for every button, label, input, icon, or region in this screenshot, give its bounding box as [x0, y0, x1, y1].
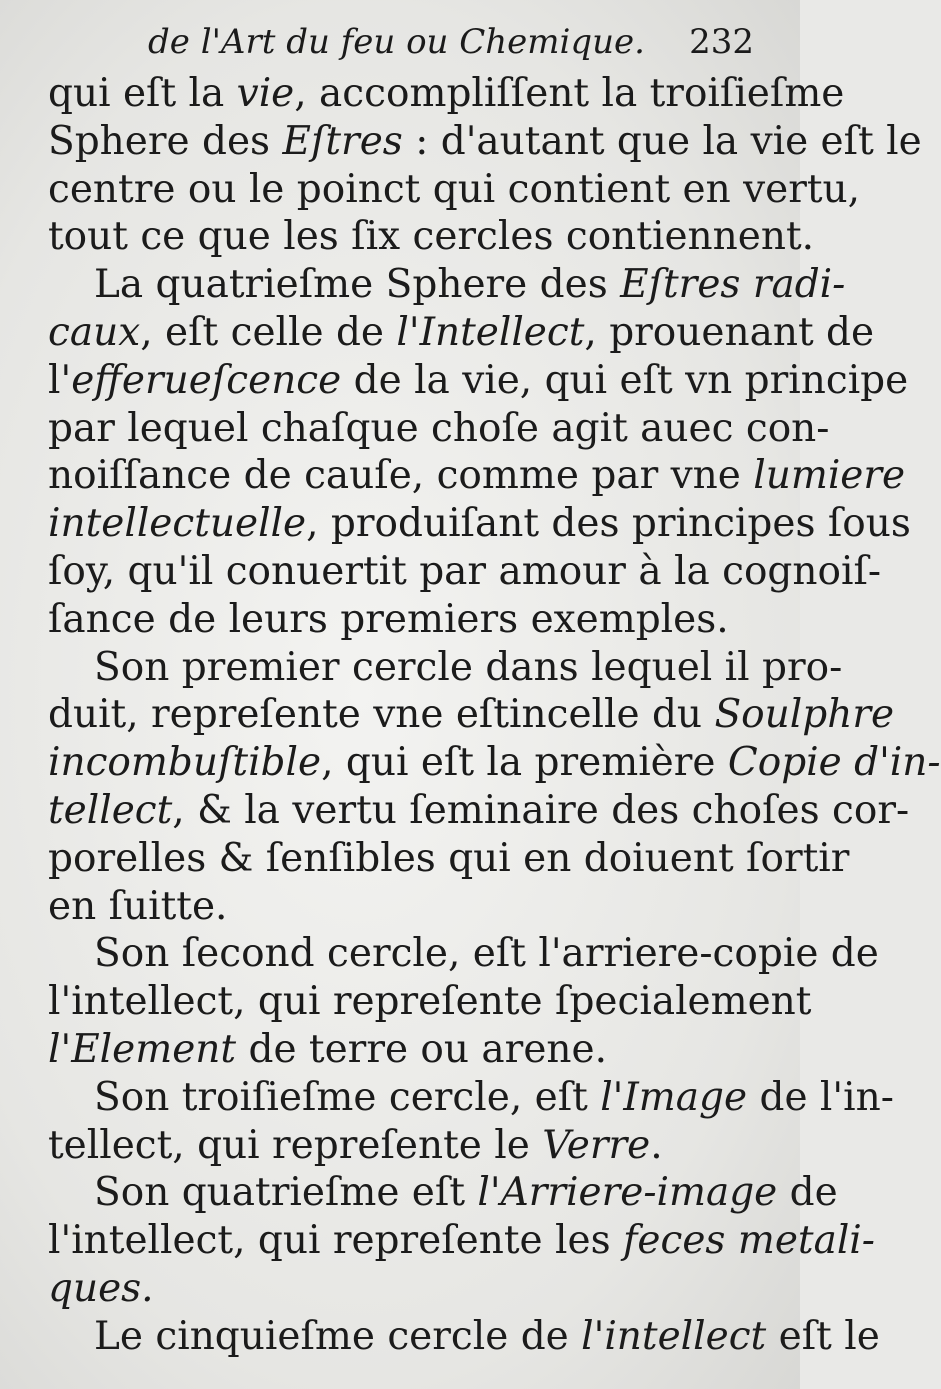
- text-segment: noiſſance de cauſe, comme par vne: [48, 453, 754, 499]
- running-title: de l'Art du feu ou Chemique.: [148, 22, 645, 62]
- text-segment: La quatrieſme Sphere des: [94, 262, 621, 308]
- text-line: [48, 1074, 894, 1122]
- italic-text: l'Element: [48, 1026, 237, 1072]
- italic-text: ques.: [48, 1265, 154, 1311]
- text-line: [48, 261, 846, 309]
- text-line: [48, 213, 815, 261]
- text-segment: tellect, qui repreſente le: [48, 1122, 543, 1168]
- italic-text: l'Image: [600, 1074, 748, 1120]
- text-line: [48, 739, 941, 787]
- text-segment: Le cinquieſme cercle de: [94, 1313, 582, 1359]
- italic-text: l'Arriere-image: [477, 1170, 778, 1216]
- text-segment: en ſuitte.: [48, 883, 228, 929]
- text-line: [48, 835, 850, 883]
- text-segment: eſt le: [766, 1313, 880, 1359]
- italic-text: intellectuelle: [48, 501, 307, 547]
- text-segment: de: [777, 1170, 838, 1216]
- text-segment: ſoy, qu'il conuertit par amour à la cognoiſ-: [48, 548, 882, 594]
- text-segment: , qui eſt la première: [321, 740, 728, 786]
- text-line: [48, 691, 895, 739]
- text-line: [48, 1122, 754, 1170]
- text-segment: par lequel chaſque choſe agit auec con-: [48, 405, 830, 451]
- italic-text: efferueſcence: [71, 357, 342, 403]
- italic-text: caux: [48, 309, 141, 355]
- text-segment: : d'autant que la vie eſt le: [402, 118, 922, 164]
- italic-text: incombuſtible: [48, 740, 322, 786]
- italic-text: feces metali-: [622, 1218, 875, 1264]
- italic-text: Eſtres radi-: [620, 262, 846, 308]
- text-line: [48, 548, 882, 596]
- text-line: [48, 883, 754, 931]
- italic-text: Copie d'in-: [727, 740, 941, 786]
- text-segment: centre ou le poinct qui contient en vertu,: [48, 166, 861, 212]
- text-line: [48, 1169, 838, 1217]
- text-line: [48, 1026, 754, 1074]
- text-segment: duit, repreſente vne eſtincelle du: [48, 692, 715, 738]
- text-body: [48, 70, 941, 1361]
- italic-text: lumiere: [753, 453, 906, 499]
- text-segment: , & la vertu ſeminaire des choſes cor-: [172, 787, 910, 833]
- text-line: [48, 930, 879, 978]
- text-line: [48, 1265, 754, 1313]
- text-segment: Sphere des: [48, 118, 283, 164]
- text-segment: , prouenant de: [584, 309, 875, 355]
- text-segment: tout ce que les ſix cercles contiennent.: [48, 214, 815, 260]
- text-line: [48, 452, 906, 500]
- text-segment: de la vie, qui eſt vn principe: [341, 357, 909, 403]
- text-line: [48, 1217, 875, 1265]
- text-segment: qui eſt la: [48, 71, 237, 116]
- text-segment: Son ſecond cercle, eſt l'arriere-copie de: [94, 931, 879, 977]
- text-segment: l': [48, 357, 72, 403]
- text-segment: , produiſant des principes ſous: [306, 501, 911, 547]
- italic-text: Eſtres: [282, 118, 403, 164]
- text-line: [48, 166, 861, 214]
- page-number: 232: [689, 22, 754, 62]
- text-segment: Son troiſieſme cercle, eſt: [94, 1074, 601, 1120]
- italic-text: l'Intellect: [396, 309, 585, 355]
- italic-text: Verre: [542, 1122, 651, 1168]
- text-line: [48, 1313, 880, 1361]
- text-segment: , eſt celle de: [140, 309, 397, 355]
- text-line: [48, 978, 812, 1026]
- italic-text: tellect: [48, 787, 173, 833]
- italic-text: Soulphre: [714, 692, 895, 738]
- text-segment: , accompliſſent la troiſieſme: [294, 71, 845, 116]
- italic-text: l'intellect: [581, 1313, 767, 1359]
- running-header: [48, 18, 754, 66]
- text-line: [48, 500, 911, 548]
- text-line: [48, 787, 910, 835]
- text-line: [48, 644, 843, 692]
- text-segment: ſance de leurs premiers exemples.: [48, 596, 729, 642]
- text-segment: de l'in-: [747, 1074, 894, 1120]
- text-line: [48, 70, 845, 118]
- text-line: [48, 118, 922, 166]
- text-line: [48, 357, 909, 405]
- text-segment: porelles & ſenſibles qui en doiuent ſortir: [48, 835, 850, 881]
- italic-text: vie: [236, 71, 295, 116]
- text-segment: de terre ou arene.: [236, 1026, 607, 1072]
- text-segment: Son premier cercle dans lequel il pro-: [94, 644, 843, 690]
- text-line: [48, 596, 754, 644]
- text-segment: Son quatrieſme eſt: [94, 1170, 478, 1216]
- text-segment: l'intellect, qui repreſente les: [48, 1218, 623, 1264]
- text-segment: l'intellect, qui repreſente ſpecialement: [48, 979, 812, 1025]
- text-segment: .: [650, 1122, 663, 1168]
- text-line: [48, 405, 830, 453]
- text-line: [48, 309, 875, 357]
